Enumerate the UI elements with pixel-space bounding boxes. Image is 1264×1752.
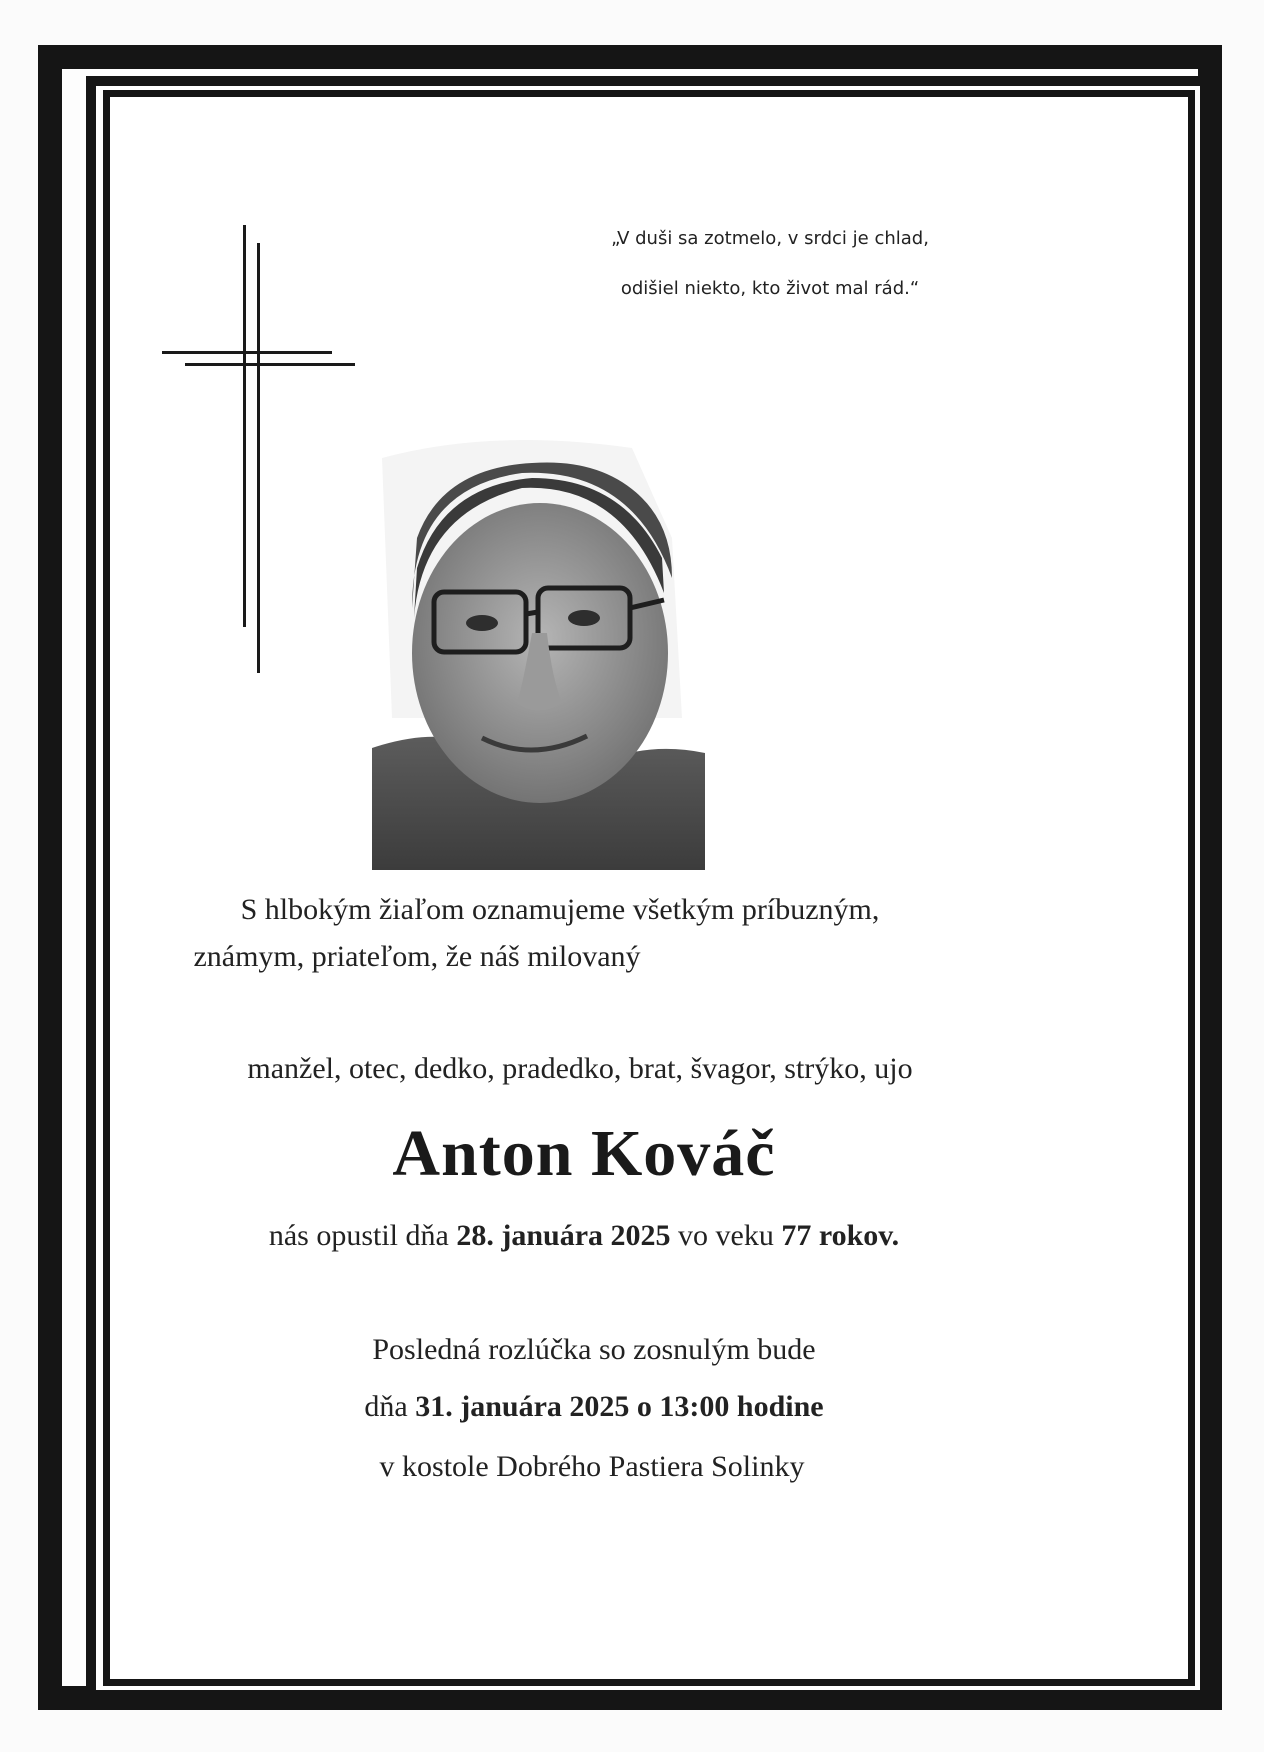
deceased-name: Anton Kováč [392, 1117, 776, 1190]
death-age: 77 rokov. [781, 1219, 900, 1252]
funeral-datetime: 31. januára 2025 o 13:00 hodine [415, 1390, 824, 1423]
death-prefix: nás opustil dňa [268, 1219, 457, 1252]
announcement-line-1: S hlbokým žiaľom oznamujeme všetkým príbuzným, [240, 893, 880, 926]
funeral-prefix: dňa [364, 1390, 416, 1423]
funeral-place: v kostole Dobrého Pastiera Solinky [379, 1450, 805, 1483]
inner-border [103, 90, 1195, 1686]
death-line [0, 1219, 1216, 1253]
funeral-datetime-line [0, 1390, 1226, 1424]
funeral-line-1: Posledná rozlúčka so zosnulým bude [372, 1333, 816, 1366]
quote-line-2: odišiel niekto, kto život mal rád.“ [620, 278, 920, 299]
quote-line-1: „V duši sa zotmelo, v srdci je chlad, [611, 228, 929, 249]
portrait-photo [372, 418, 705, 870]
death-mid: vo veku [670, 1219, 782, 1252]
announcement-line-2: známym, priateľom, že náš milovaný [193, 940, 641, 973]
death-date: 28. januára 2025 [456, 1219, 671, 1252]
relations-line: manžel, otec, dedko, pradedko, brat, švagor, strýko, ujo [247, 1052, 913, 1085]
